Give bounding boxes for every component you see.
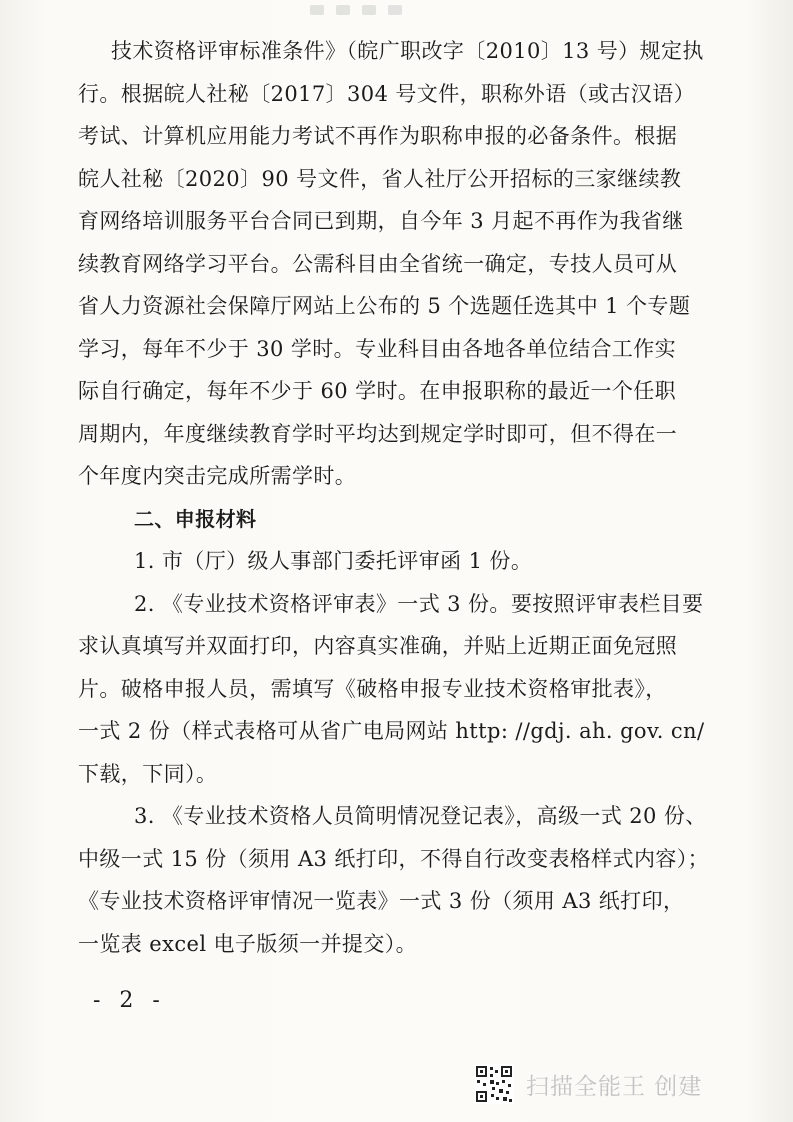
list-item-2-line: 片。破格申报人员，需填写《破格申报专业技术资格审批表》， xyxy=(78,676,667,701)
paragraph-line: 育网络培训服务平台合同已到期，自今年 3 月起不再作为我省继 xyxy=(78,209,684,233)
paragraph-line: 续教育网络学习平台。公需科目由全省统一确定，专技人员可从 xyxy=(78,251,678,276)
list-item-2-line: 2. 《专业技术资格评审表》一式 3 份。要按照评审表栏目要 xyxy=(134,591,704,616)
paragraph-line: 技术资格评审标准条件》（皖广职改字〔2010〕13 号）规定执 xyxy=(111,39,704,63)
paragraph-line: 学习，每年不少于 30 学时。专业科目由各地各单位结合工作实 xyxy=(78,336,677,361)
paragraph-line: 周期内，年度继续教育学时平均达到规定学时即可，但不得在一 xyxy=(78,421,678,446)
list-item-2-line: 求认真填写并双面打印，内容真实准确，并贴上近期正面免冠照 xyxy=(78,634,678,658)
qr-code-icon xyxy=(474,1064,514,1104)
paragraph-line: 皖人社秘〔2020〕90 号文件，省人社厅公开招标的三家继续教 xyxy=(78,166,682,191)
paragraph-line: 际自行确定，每年不少于 60 学时。在申报职称的最近一个任职 xyxy=(78,379,677,403)
list-item-1: 1. 市（厅）级人事部门委托评审函 1 份。 xyxy=(134,549,533,573)
list-item-3-line: 中级一式 15 份（须用 A3 纸打印，不得自行改变表格样式内容）； xyxy=(78,846,710,871)
scanner-watermark xyxy=(474,1063,702,1105)
list-item-3-line: 3. 《专业技术资格人员简明情况登记表》，高级一式 20 份、 xyxy=(134,804,707,828)
watermark-text: 扫描全能王 创建 xyxy=(526,1073,703,1100)
paragraph-line: 省人力资源社会保障厅网站上公布的 5 个选题任选其中 1 个专题 xyxy=(78,294,691,318)
list-item-3-line: 《专业技术资格评审情况一览表》一式 3 份（须用 A3 纸打印， xyxy=(78,889,685,913)
list-item-2-line: 下载，下同）。 xyxy=(78,761,218,786)
section-heading: 二、申报材料 xyxy=(134,506,257,531)
paragraph-line: 行。根据皖人社秘〔2017〕304 号文件，职称外语（或古汉语） xyxy=(78,81,695,106)
list-item-3-line: 一览表 excel 电子版须一并提交）。 xyxy=(78,931,418,956)
top-edge-marks xyxy=(310,0,450,14)
paragraph-line: 个年度内突击完成所需学时。 xyxy=(78,464,357,488)
list-item-2-line: 一式 2 份（样式表格可从省广电局网站 http: //gdj. ah. gov. cn/ xyxy=(78,719,705,743)
page-number: - 2 - xyxy=(93,988,166,1013)
paragraph-line: 考试、计算机应用能力考试不再作为职称申报的必备条件。根据 xyxy=(78,124,678,148)
document-body xyxy=(76,30,726,965)
